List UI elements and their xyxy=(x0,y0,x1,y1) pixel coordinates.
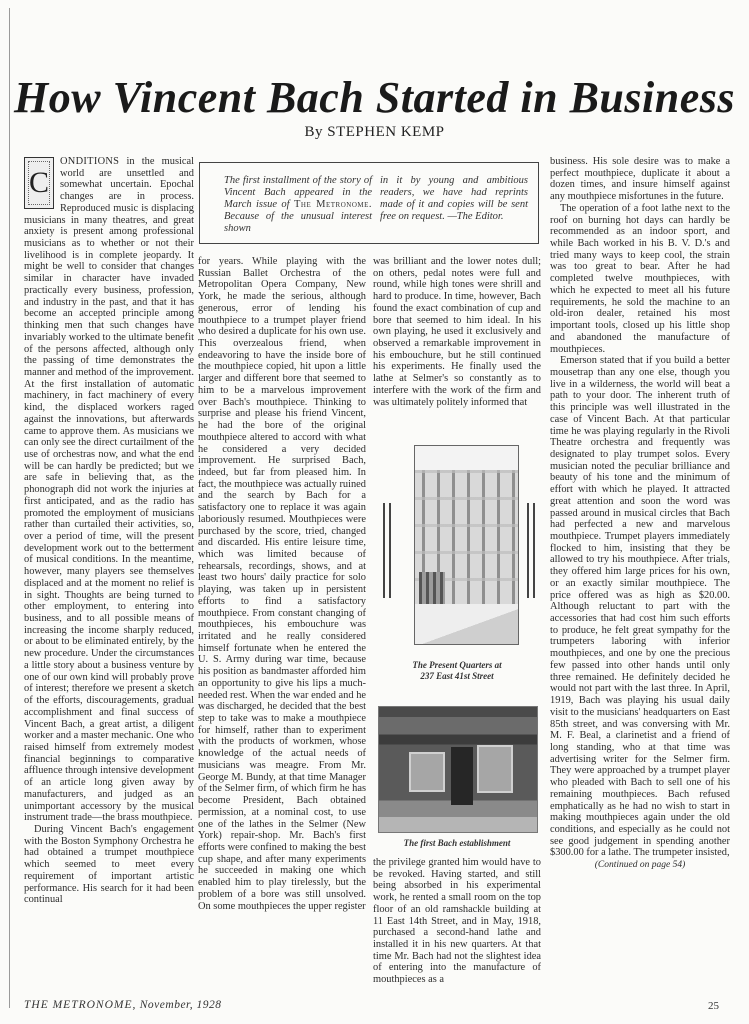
photo-present-quarters xyxy=(414,445,519,645)
page-margin-rule xyxy=(9,8,10,1008)
footer-magazine: THE METRONOME, xyxy=(24,999,137,1011)
editor-note-left: The first installment of the story of Vincent Bach appeared in the March issue of The Metronome. Because of the unusual interest shown xyxy=(224,175,372,234)
magazine-name: The Metronome. xyxy=(294,199,372,210)
photo-first-establishment xyxy=(378,706,538,833)
photo-caption-first-establishment: The first Bach establishment xyxy=(403,838,511,848)
article-column-4 xyxy=(550,156,730,872)
article-title: How Vincent Bach Started in Business xyxy=(14,73,735,122)
decorative-rule-left xyxy=(383,503,391,598)
paragraph: The operation of a foot lathe next to the roof on burning hot days can hardly be recommended as an indoor sport, and while Bach worked in his B. V. D.'s and tried many ways to keep cool, the strain was too great to bear. After he had completed twelve mouthpieces, with which he expected to meet all his future requirements, he sold the machine to an old-iron dealer, retained his most important tools, closed up his little shop and abandoned the manufacture of mouthpieces. xyxy=(550,202,730,355)
page-number: 25 xyxy=(708,1000,719,1012)
article-column-2 xyxy=(198,256,366,912)
footer-issue: November, 1928 xyxy=(136,999,222,1011)
paragraph: Emerson stated that if you build a better mousetrap than any one else, though you live in a wilderness, the world will beat a path to your door. The inherent truth of this principle was well illustrated in the case of Vincent Bach. At that particular time he was playing regularly in the Rivoli Theatre orchestra and frequently was designated to play trumpet solos. Every musician noted the peculiar brilliance and beauty of his tone and the minimum of effort with which he played. It attracted great attention and soon the word was passed around in musical circles that Bach had perfected a new and marvelous mouthpiece. Trumpet players immediately flocked to him, insisting that they be allowed to try his mouthpiece. After trials, they offered him large prices for his own, or an exactly similar mouthpiece. The price offered was as high as $20.00. Although reluctant to part with the accessories that had cost him such efforts to produce, he felt great sympathy for the trumpeters laboring with inferior mouthpieces, and one by one the precious few passed into other hands until only three remained. He definitely decided he would not part with the last three. In April, 1919, Bach was playing his usual daily visit to the musicians' headquarters on East 85th street, and was conversing with Mr. M. F. Beal, a clarinetist and a friend of long standing, who at that time was advertising writer for the Selmer firm. They were approached by a trumpet player who pleaded with Bach to sell one of his remaining mouthpieces. Bach refused emphatically as he had no wish to start in making mouthpieces again under the old conditions, and especially as he could not see good judgement in spending another $300.00 for a lathe. The trumpeter insisted, xyxy=(550,355,730,859)
article-column-1: C ONDITIONS in the musical world are unsettled and somewhat uncertain. Epochal changes are in process. Reproduced music is displacing musicians in many theatres, and great anxiety is present among professional musicians as to whether or not their livelihood is in complete jeopardy. It might be well to consider that changes similar in character have invaded practically every business, profession, and industry in the past, and that it has become an accepted principle among thinking men that such changes have invariably worked to the ultimate benefit of the persons affected, although only the passing of time demonstrates the manner and method of the improvement. At the first installation of automatic machinery, in fact machinery of every kind, the displaced workers raged against the innovations, but afterwards came to approve them. As musicians we can only see the direct curtailment of the use of orchestras now, and what the end will be can hardly be predicted; but we are safe in believing that, as the phonograph did not work the injuries at first anticipated, and as the radio has promoted the employment of musicians rather than curtailed their activities, so, over a period of time, will the present development work out to the betterment of musical conditions. In the meantime, however, many players see themselves displaced and at the moment no relief is in sight. Thoughts are being turned to other employment, to entering into business, and to all possible means of increasing the income sharply reduced, or about to be eliminated entirely, by the new procedure. Under the circumstances a little story about a business venture by one of our own kind will probably prove of interest; therefore we present a sketch of the efforts, discouragements, gradual accomplishment and final success of Vincent Bach, a great artist, a diligent worker and a master mechanic. One who raised himself from extremely modest financial beginnings to comparative affluence through intensive development of an article long given away by manufacturers, and judged as an unimportant accessory by the musical instrument trade—the brass mouthpiece. During Vincent Bach's engagement with the Boston Symphony Orchestra he had obtained a trumpet mouthpiece which seemed to meet every requirement of important artistic performance. His search for it had been continual xyxy=(24,156,194,906)
editor-note-right: in it by young and ambitious readers, we have had reprints made of it and copies will be sent free on request. —The Editor. xyxy=(380,175,528,222)
continued-on-page-link[interactable]: (Continued on page 54) xyxy=(594,860,686,871)
paragraph: was brilliant and the lower notes dull; on others, pedal notes were full and round, while high tones were shrill and hard to produce. In time, however, Bach found the exact combination of cup and bore that seemed to him ideal. In his own playing, he used it exclusively and observed a remarkable improvement in his embouchure, but he still continued his experiments. He finally used the lathe at Selmer's so constantly as to interfere with the work of the firm and was ultimately politely informed that xyxy=(373,256,541,408)
article-byline: By STEPHEN KEMP xyxy=(304,124,445,140)
decorative-rule-right xyxy=(527,503,535,598)
footer-publication xyxy=(24,999,222,1011)
editor-note-box xyxy=(199,162,539,244)
lead-caps: ONDITIONS xyxy=(60,156,120,167)
paragraph: During Vincent Bach's engagement with the Boston Symphony Orchestra he had obtained a trumpet mouthpiece which seemed to meet every requirement of important artistic performance. His search for it had been continual xyxy=(24,823,194,906)
dropcap-ornament-icon: C xyxy=(24,157,54,209)
paragraph: for years. While playing with the Russian Ballet Orchestra of the Metropolitan Opera Company, New York, he made the serious, although generous, error of lending his mouthpiece to a trumpet player friend who desired a duplicate for his own use. This overzealous friend, when endeavoring to have the inside bore of the mouthpiece copied, hit upon a little larger and different bore that seemed to him to be a marvelous improvement over Bach's mouthpiece. Thinking to surprise and please his friend Vincent, he had the bore of the original mouthpiece altered to accord with what he considered a very decided improvement. He surprised Bach, indeed, but far from pleased him. In fact, the mouthpiece was actually ruined and the search by Bach for a satisfactory one to replace it was again laboriously resumed. Mouthpieces were purchased by the score, tried, changed and discarded. His entire leisure time, which was limited because of rehearsals, recordings, shows, and at least two hours' daily practice for solo playing, was taken up in persistent efforts to find a satisfactory mouthpiece. From constant changing of mouthpieces, his embouchure was irritated and he really considered himself fortunate when he entered the U. S. Army during war time, because his position as bandmaster afforded him an opportunity to give his lips a much-needed rest. When the war ended and he was discharged, he decided that the best step to take was to make a mouthpiece for himself, rather than to experiment with the products of workmen, whose knowledge of the actual needs of musicians was meagre. From Mr. George M. Bundy, at that time Manager of the Selmer firm, of which firm he has become President, Bach obtained permission, at a nominal cost, to use one of the lathes in the Selmer (New York) repair-shop. Mr. Bach's first efforts were confined to making the best cup shape, and after many experiments he succeeded in making one which enabled him to play tirelessly, but the problem of a bore was still unsolved. On some mouthpieces the upper register xyxy=(198,256,366,912)
paragraph: business. His sole desire was to make a perfect mouthpiece, duplicate it about a dozen times, and insure himself against any mouthpiece misfortunes in the future. xyxy=(550,156,730,203)
photo-caption-present-quarters: The Present Quarters at 237 East 41st Street xyxy=(412,660,502,681)
article-column-3-bottom xyxy=(373,857,541,986)
article-column-3-top xyxy=(373,256,541,408)
paragraph: the privilege granted him would have to be revoked. Having started, and still being absorbed in his experimental work, he rented a small room on the top floor of an old ramshackle building at 11 East 14th Street, and in May, 1918, purchased a second-hand lathe and installed it in his new quarters. At that time Mr. Bach had not the slightest idea of entering into the manufacture of mouthpieces as a xyxy=(373,857,541,986)
